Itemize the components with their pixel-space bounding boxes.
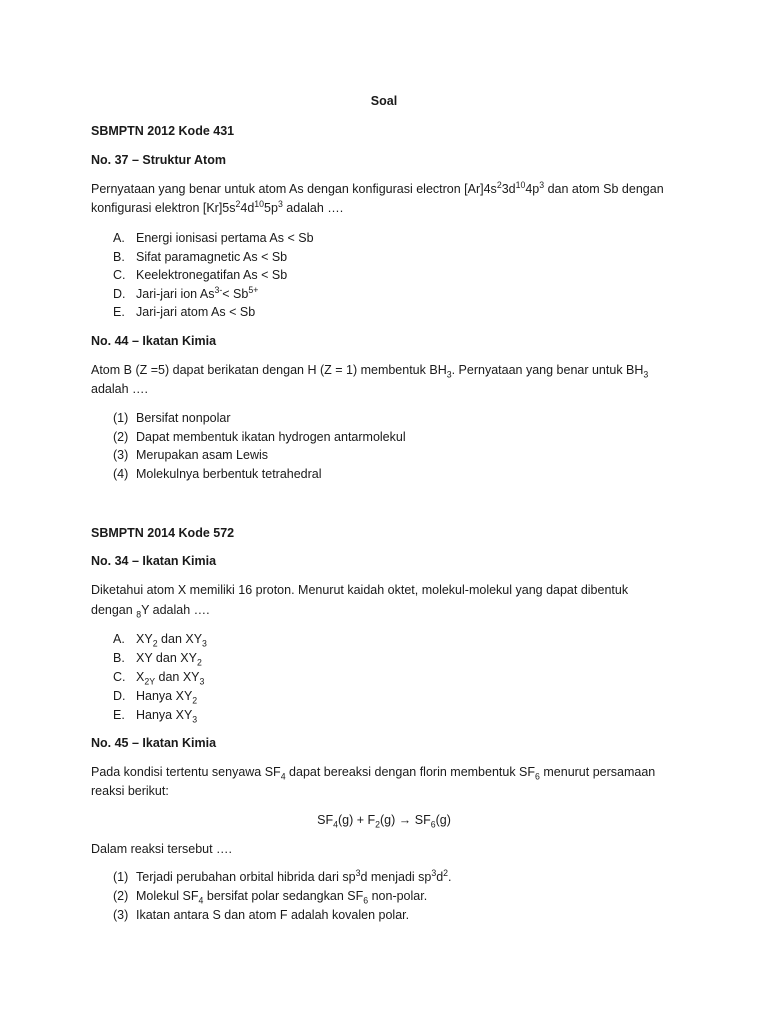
question-45-heading: No. 45 – Ikatan Kimia [91, 736, 217, 750]
question-34-heading: No. 34 – Ikatan Kimia [91, 554, 217, 568]
reaction-equation: $SF_4(g) + F_2(g) \to SF_6(g)$ [317, 813, 451, 830]
question-44-heading: No. 44 – Ikatan Kimia [91, 334, 217, 348]
question-37-options: A. Energi ionisasi pertama As < Sb B. Sifat paramagnetic As < Sb C. Keelektronegatifan As < Sb D. Jari-jari ion $As^{3-}< Sb^{5+}$ E. Jari-jari atom As < Sb [113, 231, 314, 319]
question-37-heading: No. 37 – Struktur Atom [91, 153, 226, 167]
question-45-text-line2: reaksi berikut: [91, 784, 169, 798]
section-heading-2012: SBMPTN 2012 Kode 431 [91, 124, 235, 138]
question-45-prompt: Dalam reaksi tersebut …. [91, 842, 233, 856]
question-34-options: A. $XY_2$ dan $XY_3$ B. XY dan $XY_2$ C. $X_{2Y}$ dan $XY_3$ D. Hanya $XY_2$ E. Hanya $XY_3$ [113, 632, 207, 725]
question-44-text-line2: adalah …. [91, 382, 148, 396]
page-title: Soal [370, 94, 398, 108]
question-37-text-line1: Pernyataan yang benar untuk atom As dengan konfigurasi electron $[Ar]4s^23d^{10}4p^3$ dan atom Sb dengan [91, 179, 664, 196]
question-45-options: (1) Terjadi perubahan orbital hibrida dari $sp^3d$ menjadi $sp^3d^2$. (2) Molekul $SF_4$ bersifat polar sedangkan $SF_6$ non-polar. (3) Ikatan antara S dan atom F adalah kovalen polar. [113, 867, 452, 922]
question-44-options: (1) Bersifat nonpolar (2) Dapat membentuk ikatan hydrogen antarmolekul (3) Merupakan asam Lewis (4) Molekulnya berbentuk tetrahedral [113, 411, 406, 481]
question-45-text-line1: Pada kondisi tertentu senyawa $SF_4$ dapat bereaksi dengan florin membentuk $SF_6$ menurut persamaan [91, 765, 656, 782]
question-34-text-line1: Diketahui atom X memiliki 16 proton. Menurut kaidah oktet, molekul-molekul yang dapat dibentuk [91, 583, 629, 597]
question-37-text-line2: konfigurasi elektron $[Kr]5s^24d^{10}5p^3$ adalah …. [91, 198, 344, 215]
question-44-text-line1: Atom B (Z =5) dapat berikatan dengan H (Z = 1) membentuk $BH_3$. Pernyataan yang benar untuk $BH_3$ [91, 363, 649, 380]
question-34-text-line2: dengan $_8$Y adalah …. [91, 603, 210, 620]
section-heading-2014: SBMPTN 2014 Kode 572 [91, 526, 235, 540]
